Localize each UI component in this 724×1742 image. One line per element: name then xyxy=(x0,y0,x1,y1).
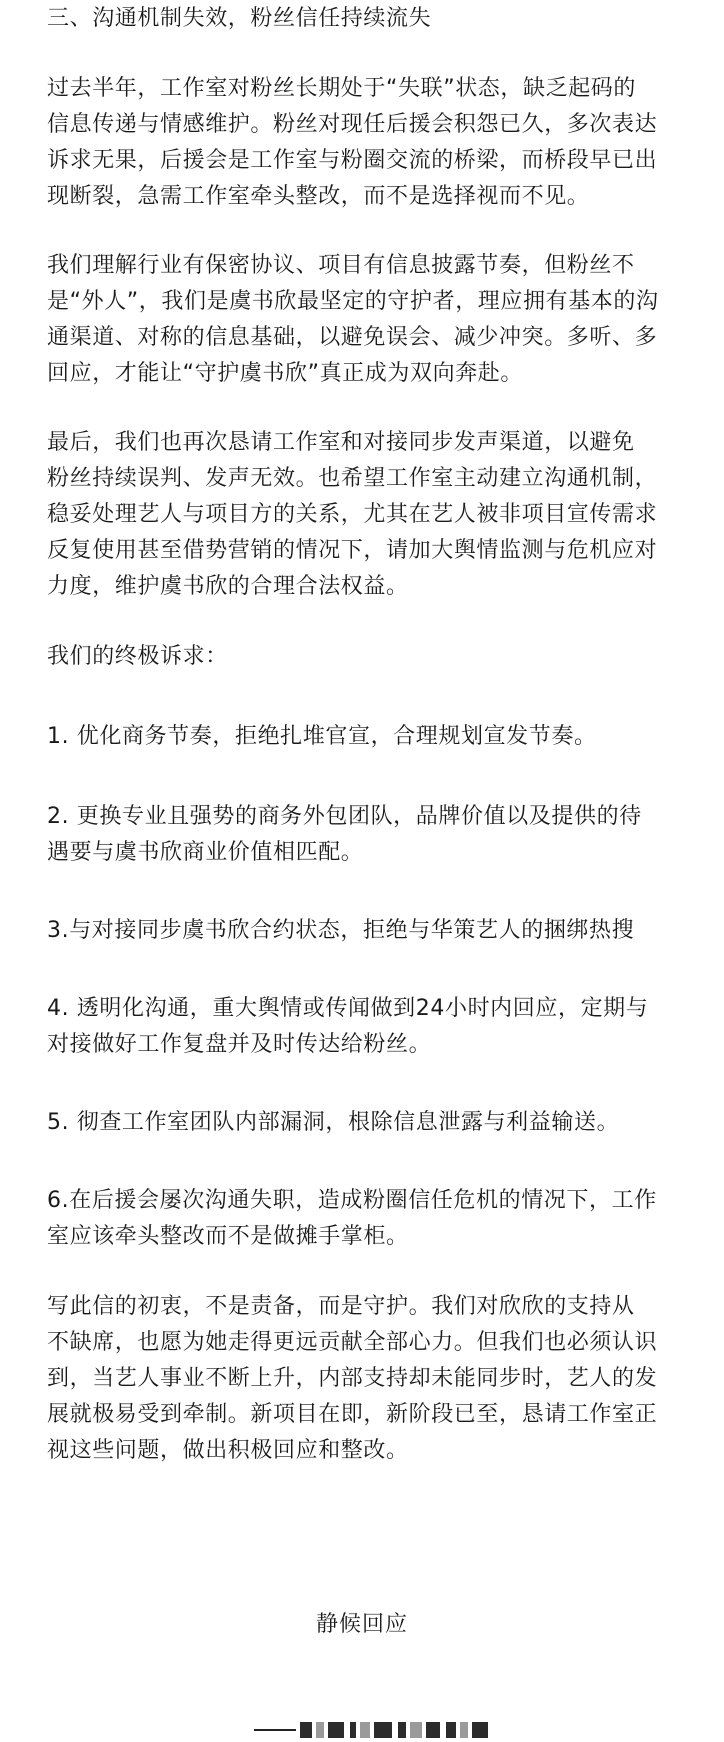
redacted-signature xyxy=(54,1678,554,1742)
demand-item: 6.在后援会屡次沟通失职，造成粉圈信任危机的情况下，工作 xyxy=(47,1188,657,1213)
demand-item: 3.与对接同步虞书欣合约状态，拒绝与华策艺人的捆绑热搜 xyxy=(47,918,635,943)
paragraph-line: 诉求无果，后援会是工作室与粉圈交流的桥梁，而桥段早已出 xyxy=(47,148,658,173)
paragraph-line: 回应，才能让“守护虞书欣”真正成为双向奔赴。 xyxy=(47,361,523,386)
redaction-block xyxy=(446,1722,456,1738)
redaction-block xyxy=(350,1722,356,1738)
paragraph-line: 写此信的初衷，不是责备，而是守护。我们对欣欣的支持从 xyxy=(47,1294,635,1319)
paragraph-line: 现断裂，急需工作室牵头整改，而不是选择视而不见。 xyxy=(47,184,590,209)
paragraph-line: 反复使用甚至借势营销的情况下，请加大舆情监测与危机应对 xyxy=(47,538,658,563)
redaction-block xyxy=(460,1722,468,1738)
paragraph-line: 不缺席，也愿为她走得更远贡献全部心力。但我们也必须认识 xyxy=(47,1330,658,1355)
paragraph-line: 最后，我们也再次恳请工作室和对接同步发声渠道，以避免 xyxy=(47,430,635,455)
demand-item-continuation: 室应该牵头整改而不是做摊手掌柜。 xyxy=(47,1224,409,1249)
signature-dash xyxy=(254,1729,296,1731)
paragraph-line: 过去半年，工作室对粉丝长期处于“失联”状态，缺乏起码的 xyxy=(47,76,636,101)
sign-off: 静候回应 xyxy=(315,1612,408,1637)
demand-item-continuation: 对接做好工作复盘并及时传达给粉丝。 xyxy=(47,1032,432,1057)
paragraph-line: 展就极易受到牵制。新项目在即，新阶段已至，恳请工作室正 xyxy=(47,1402,658,1427)
demand-item: 4. 透明化沟通，重大舆情或传闻做到24小时内回应，定期与 xyxy=(47,996,649,1021)
paragraph-line: 我们理解行业有保密协议、项目有信息披露节奏，但粉丝不 xyxy=(47,253,635,278)
demand-item-continuation: 遇要与虞书欣商业价值相匹配。 xyxy=(47,840,364,865)
paragraph-line: 信息传递与情感维护。粉丝对现任后援会积怨已久，多次表达 xyxy=(47,112,658,137)
redaction-block xyxy=(410,1722,422,1738)
demands-heading: 我们的终极诉求： xyxy=(47,644,228,669)
signature-dash-text: —— xyxy=(54,1678,56,1679)
redaction-block xyxy=(300,1722,312,1738)
paragraph-line: 粉丝持续误判、发声无效。也希望工作室主动建立沟通机制， xyxy=(47,466,658,491)
redaction-block xyxy=(472,1722,488,1738)
paragraph-line: 通渠道、对称的信息基础，以避免误会、减少冲突。多听、多 xyxy=(47,325,658,350)
redaction-block xyxy=(328,1722,344,1738)
redaction-block xyxy=(398,1722,406,1738)
redaction-block xyxy=(316,1722,324,1738)
paragraph-line: 到，当艺人事业不断上升，内部支持却未能同步时，艺人的发 xyxy=(47,1366,658,1391)
redaction-block xyxy=(374,1722,392,1738)
paragraph-line: 是“外人”，我们是虞书欣最坚定的守护者，理应拥有基本的沟 xyxy=(47,289,659,314)
demand-item: 1. 优化商务节奏，拒绝扎堆官宣，合理规划宣发节奏。 xyxy=(47,724,597,749)
demand-item: 5. 彻查工作室团队内部漏洞，根除信息泄露与利益输送。 xyxy=(47,1110,620,1135)
paragraph-line: 稳妥处理艺人与项目方的关系，尤其在艺人被非项目宣传需求 xyxy=(47,502,658,527)
section-heading: 三、沟通机制失效，粉丝信任持续流失 xyxy=(47,6,432,31)
paragraph-line: 力度，维护虞书欣的合理合法权益。 xyxy=(47,574,409,599)
redaction-block xyxy=(360,1722,370,1738)
redaction-block xyxy=(426,1722,440,1738)
demand-item: 2. 更换专业且强势的商务外包团队，品牌价值以及提供的待 xyxy=(47,804,642,829)
paragraph-line: 视这些问题，做出积极回应和整改。 xyxy=(47,1438,409,1463)
